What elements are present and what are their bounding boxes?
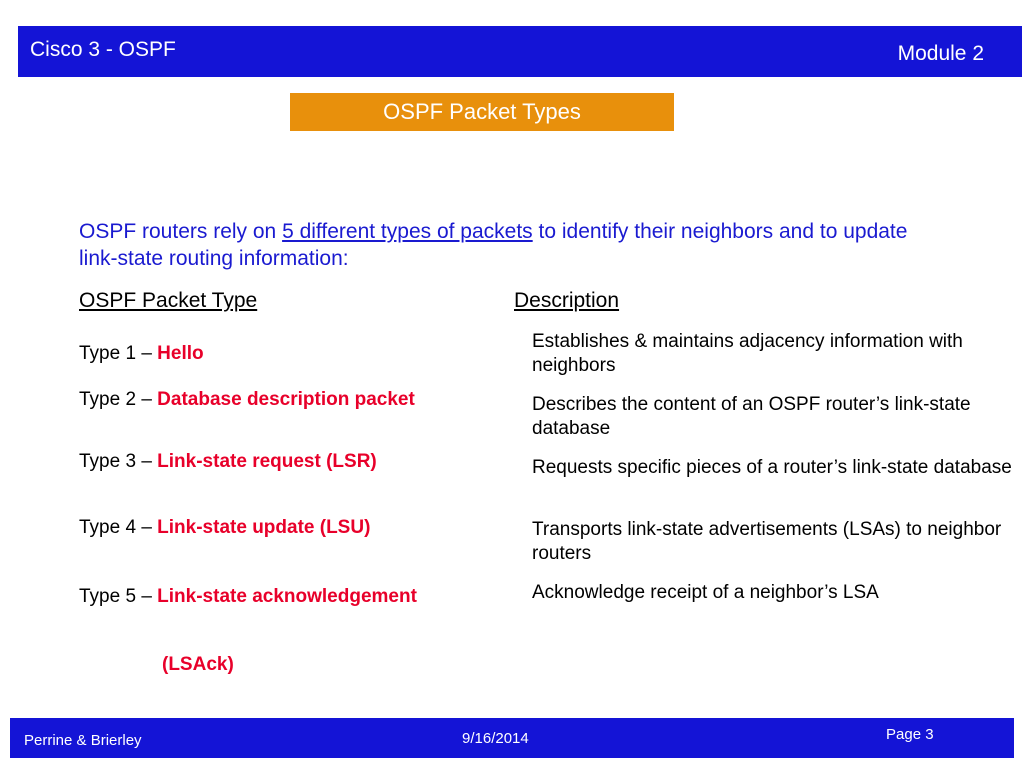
packet-type-name-continued: (LSAck) bbox=[162, 654, 234, 675]
intro-text-end: to identify their neighbors and to update link-state routing information: bbox=[79, 220, 908, 270]
intro-text bbox=[79, 218, 949, 272]
slide-title: OSPF Packet Types bbox=[290, 93, 674, 131]
packet-description-3: Requests specific pieces of a router’s link-state database bbox=[532, 457, 1012, 478]
packet-type-prefix: Type 3 – bbox=[79, 451, 158, 472]
packet-type-name: Database description packet bbox=[157, 389, 415, 410]
packet-description-4: Transports link-state advertisements (LSAs) to neighbor routers bbox=[532, 519, 1002, 564]
footer-bar bbox=[10, 718, 1014, 758]
packet-type-2 bbox=[79, 389, 415, 411]
packet-type-5 bbox=[79, 586, 417, 608]
header-bar bbox=[18, 26, 1022, 77]
packet-type-1 bbox=[79, 343, 204, 365]
intro-text-start: OSPF routers rely on bbox=[79, 220, 283, 243]
packet-type-4 bbox=[79, 517, 370, 539]
page-number: Page 3 bbox=[886, 726, 934, 743]
column-header-description: Description bbox=[514, 289, 620, 312]
packet-description-2: Describes the content of an OSPF router’s link-state database bbox=[532, 394, 971, 439]
packet-types-link[interactable]: 5 different types of packets bbox=[282, 220, 533, 243]
footer-date: 9/16/2014 bbox=[462, 730, 529, 747]
packet-type-name: Link-state request (LSR) bbox=[157, 451, 377, 472]
module-label: Module 2 bbox=[897, 42, 984, 65]
packet-description-1: Establishes & maintains adjacency information with neighbors bbox=[532, 331, 963, 376]
packet-type-name: Link-state update (LSU) bbox=[157, 517, 371, 538]
packet-type-name: Link-state acknowledgement bbox=[157, 586, 417, 607]
packet-type-name: Hello bbox=[157, 343, 204, 364]
packet-type-prefix: Type 5 – bbox=[79, 586, 158, 607]
packet-type-prefix: Type 2 – bbox=[79, 389, 158, 410]
packet-type-3 bbox=[79, 451, 377, 473]
column-header-packet-type: OSPF Packet Type bbox=[79, 289, 258, 312]
footer-authors: Perrine & Brierley bbox=[24, 732, 142, 749]
course-title: Cisco 3 - OSPF bbox=[30, 38, 176, 61]
packet-description-5: Acknowledge receipt of a neighbor’s LSA bbox=[532, 582, 879, 603]
packet-type-prefix: Type 4 – bbox=[79, 517, 158, 538]
packet-type-prefix: Type 1 – bbox=[79, 343, 158, 364]
